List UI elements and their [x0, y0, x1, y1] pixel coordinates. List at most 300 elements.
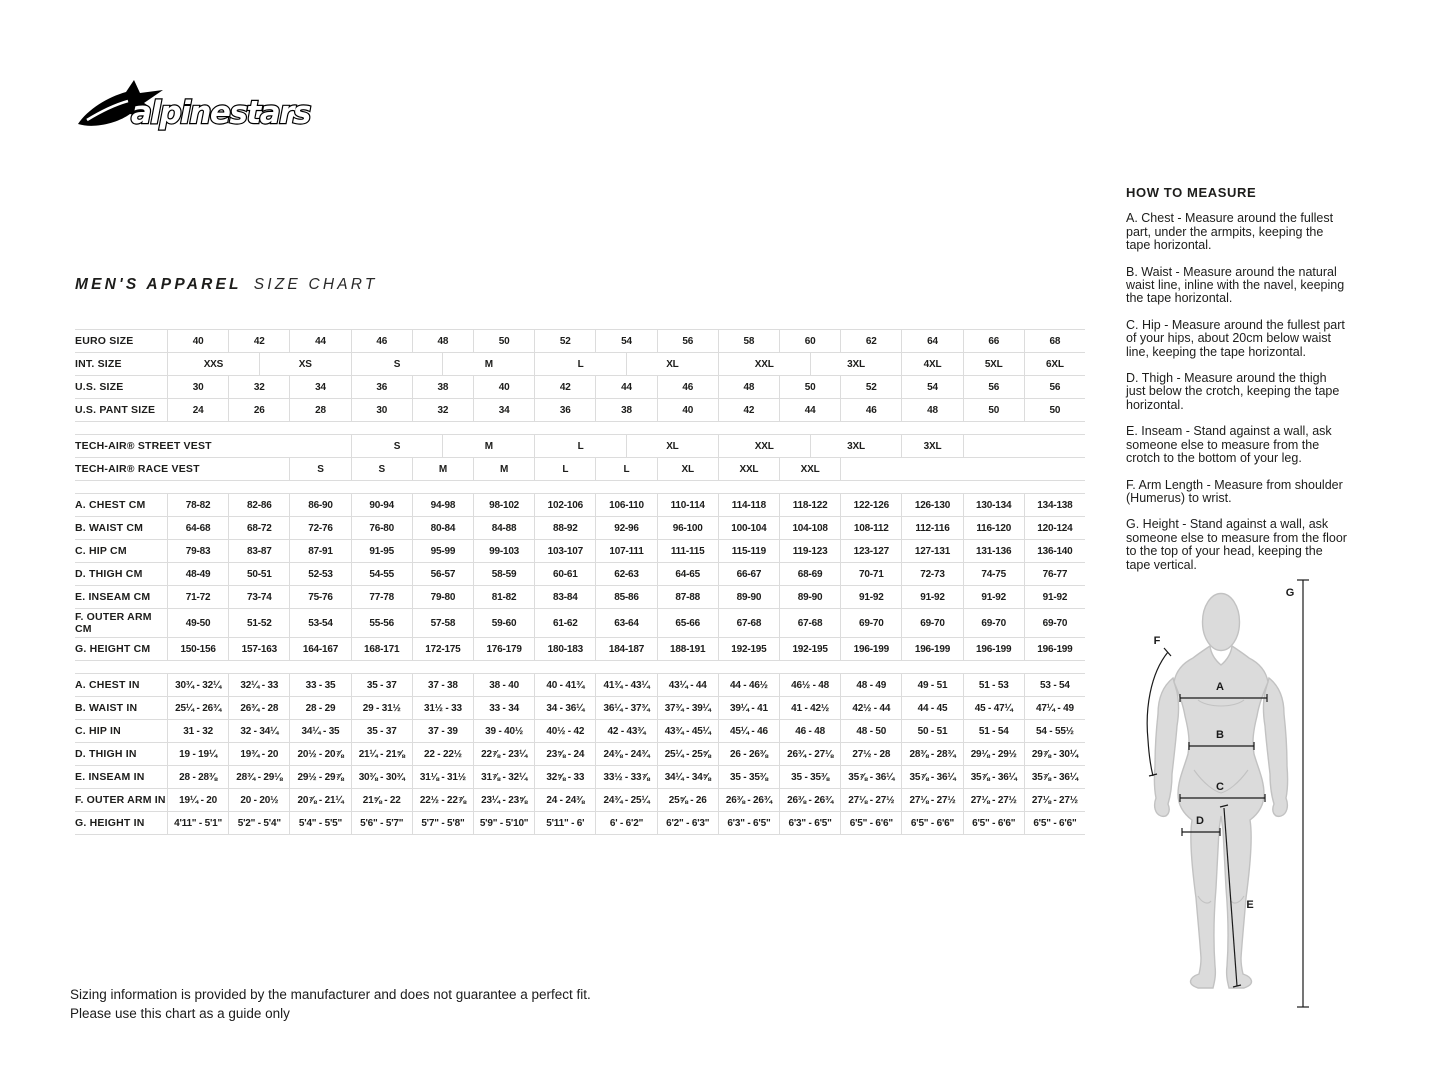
size-cell: 180-183 [534, 638, 595, 660]
size-cell: 21¼ - 21⅝ [351, 743, 412, 765]
size-cell: XXL [718, 353, 810, 375]
size-cell: XL [657, 458, 718, 480]
measure-step-thigh: D. Thigh - Measure around the thigh just below the crotch, keeping the tape horizontal. [1126, 371, 1340, 412]
size-cell: 74-75 [963, 563, 1024, 585]
size-cell: 94-98 [412, 494, 473, 516]
size-cell: 31⅞ - 32¼ [473, 766, 534, 788]
size-cell: 134-138 [1024, 494, 1085, 516]
table-section [75, 493, 1085, 661]
table-row [75, 375, 1085, 398]
size-cell: 28 - 29 [289, 697, 350, 719]
size-cell: 34 [473, 399, 534, 421]
table-section [75, 434, 1085, 481]
table-row [75, 398, 1085, 421]
size-cell: 107-111 [595, 540, 656, 562]
label-arm-F: F [1153, 635, 1161, 647]
size-cell: 54 - 55½ [1024, 720, 1085, 742]
table-row [75, 457, 1085, 480]
title-secondary: SIZE CHART [253, 276, 378, 293]
size-cell: 108-112 [840, 517, 901, 539]
size-cell: 20 - 20½ [228, 789, 289, 811]
size-cell: 35⅞ - 36¼ [1024, 766, 1085, 788]
row-label: B. WAIST IN [75, 702, 138, 715]
size-cell: 36¼ - 37¾ [595, 697, 656, 719]
size-cell: 66-67 [718, 563, 779, 585]
size-cell: 91-95 [351, 540, 412, 562]
size-cell: 106-110 [595, 494, 656, 516]
size-cell: 6XL [1024, 353, 1085, 375]
size-cell: 5'4" - 5'5" [289, 812, 350, 834]
size-cell: 32 [412, 399, 473, 421]
size-cell: 112-116 [901, 517, 962, 539]
row-label: D. THIGH IN [75, 748, 137, 761]
size-cell: 44 - 45 [901, 697, 962, 719]
size-cell: 83-87 [228, 540, 289, 562]
alpinestars-logo-text: alpinestars [131, 95, 310, 131]
label-waist-B: B [1216, 729, 1224, 741]
height-line [1297, 580, 1309, 1007]
size-cell: 50 [473, 330, 534, 352]
size-cell: 58 [718, 330, 779, 352]
size-cell: 38 [595, 399, 656, 421]
size-cell: 73-74 [228, 586, 289, 608]
size-cell: 52 [534, 330, 595, 352]
size-cell: 32¼ - 33 [228, 674, 289, 696]
size-cell: 45¼ - 46 [718, 720, 779, 742]
size-cell: 64 [901, 330, 962, 352]
size-cell: 27⅛ - 27½ [901, 789, 962, 811]
size-cell: 5'11" - 6' [534, 812, 595, 834]
how-to-measure-heading: HOW TO MEASURE [1126, 185, 1257, 200]
size-cell: 63-64 [595, 609, 656, 637]
size-cell: 130-134 [963, 494, 1024, 516]
empty-cell [963, 435, 1085, 457]
size-cell: 50 [963, 399, 1024, 421]
size-cell: L [534, 353, 626, 375]
size-cell: XS [259, 353, 351, 375]
size-cell: 88-92 [534, 517, 595, 539]
row-label: A. CHEST CM [75, 498, 146, 511]
size-cell: 26 [228, 399, 289, 421]
size-cell: 32 [228, 376, 289, 398]
size-cell: 192-195 [718, 638, 779, 660]
size-cell: 35 - 35⅜ [779, 766, 840, 788]
size-cell: 80-84 [412, 517, 473, 539]
empty-cell [167, 435, 351, 457]
table-row [75, 811, 1085, 834]
size-cell: 60-61 [534, 563, 595, 585]
size-cell: 50 [1024, 399, 1085, 421]
size-cell: 53-54 [289, 609, 350, 637]
size-cell: 196-199 [840, 638, 901, 660]
table-row [75, 637, 1085, 660]
size-cell: 19¾ - 20 [228, 743, 289, 765]
size-cell: 37 - 39 [412, 720, 473, 742]
size-cell: 42 [718, 399, 779, 421]
size-cell: M [473, 458, 534, 480]
size-cell: 19¼ - 20 [167, 789, 228, 811]
size-cell: 69-70 [901, 609, 962, 637]
size-cell: 196-199 [963, 638, 1024, 660]
empty-cell [840, 458, 1085, 480]
size-cell: 48 - 50 [840, 720, 901, 742]
size-cell: 4XL [901, 353, 962, 375]
size-cell: 27⅛ - 27½ [840, 789, 901, 811]
size-cell: 75-76 [289, 586, 350, 608]
size-cell: 29½ - 29⅞ [289, 766, 350, 788]
size-cell: 34 [289, 376, 350, 398]
size-cell: 41 - 42½ [779, 697, 840, 719]
size-cell: 122-126 [840, 494, 901, 516]
size-cell: 43¾ - 45¼ [657, 720, 718, 742]
size-cell: 56-57 [412, 563, 473, 585]
size-cell: 76-77 [1024, 563, 1085, 585]
size-cell: 35 - 37 [351, 674, 412, 696]
size-cell: 26¾ - 28 [228, 697, 289, 719]
size-cell: 40 [473, 376, 534, 398]
size-cell: 6'3" - 6'5" [718, 812, 779, 834]
size-cell: 164-167 [289, 638, 350, 660]
size-cell: 29 - 31½ [351, 697, 412, 719]
table-row [75, 562, 1085, 585]
size-cell: 29⅞ - 30¼ [1024, 743, 1085, 765]
size-cell: 77-78 [351, 586, 412, 608]
table-row [75, 434, 1085, 457]
size-cell: 68 [1024, 330, 1085, 352]
size-cell: 40 [167, 330, 228, 352]
label-chest-A: A [1216, 681, 1224, 693]
size-cell: 136-140 [1024, 540, 1085, 562]
size-cell: 28⅜ - 28¾ [901, 743, 962, 765]
size-cell: 71-72 [167, 586, 228, 608]
size-cell: 184-187 [595, 638, 656, 660]
size-cell: 118-122 [779, 494, 840, 516]
size-cell: 35⅞ - 36¼ [840, 766, 901, 788]
size-cell: 67-68 [718, 609, 779, 637]
size-cell: 21⅝ - 22 [351, 789, 412, 811]
row-label: U.S. SIZE [75, 380, 124, 393]
disclaimer-line-2: Please use this chart as a guide only [70, 1006, 290, 1021]
measure-step-height: G. Height - Stand against a wall, ask someone else to measure from the floor to the top of your head, keeping the tape vertical. [1126, 517, 1347, 572]
size-cell: 82-86 [228, 494, 289, 516]
label-hip-C: C [1216, 781, 1224, 793]
size-cell: 24⅜ - 24¾ [595, 743, 656, 765]
size-cell: 35 - 37 [351, 720, 412, 742]
size-cell: 68-72 [228, 517, 289, 539]
size-cell: 52 [840, 376, 901, 398]
size-cell: 26¾ - 27⅛ [779, 743, 840, 765]
size-cell: 30⅜ - 30¾ [351, 766, 412, 788]
size-cell: 30 [167, 376, 228, 398]
size-cell: 176-179 [473, 638, 534, 660]
size-cell: 78-82 [167, 494, 228, 516]
table-row [75, 696, 1085, 719]
size-cell: 39 - 40½ [473, 720, 534, 742]
size-cell: 3XL [810, 353, 902, 375]
body-measurement-diagram [1146, 570, 1445, 1030]
row-label: TECH-AIR® STREET VEST [75, 439, 212, 452]
size-cell: XXL [718, 458, 779, 480]
size-cell: 56 [657, 330, 718, 352]
size-cell: 110-114 [657, 494, 718, 516]
size-cell: 50 [779, 376, 840, 398]
size-cell: 30 [351, 399, 412, 421]
row-label: U.S. PANT SIZE [75, 403, 156, 416]
size-cell: 58-59 [473, 563, 534, 585]
size-cell: 29⅛ - 29½ [963, 743, 1024, 765]
size-cell: 44 - 46½ [718, 674, 779, 696]
size-cell: 69-70 [1024, 609, 1085, 637]
size-cell: 35⅞ - 36¼ [963, 766, 1024, 788]
disclaimer-line-1: Sizing information is provided by the manufacturer and does not guarantee a perfect fit. [70, 987, 591, 1002]
size-cell: 123-127 [840, 540, 901, 562]
size-cell: 119-123 [779, 540, 840, 562]
size-cell: 6'5" - 6'6" [1024, 812, 1085, 834]
size-cell: 56 [1024, 376, 1085, 398]
size-cell: 90-94 [351, 494, 412, 516]
size-cell: 79-80 [412, 586, 473, 608]
page-title [75, 276, 378, 294]
row-label: A. CHEST IN [75, 679, 140, 692]
size-cell: 48-49 [167, 563, 228, 585]
row-label: E. INSEAM IN [75, 771, 145, 784]
label-height-G: G [1285, 587, 1295, 599]
size-cell: 40 - 41¾ [534, 674, 595, 696]
size-cell: 68-69 [779, 563, 840, 585]
size-cell: 6' - 6'2" [595, 812, 656, 834]
size-cell: 43¼ - 44 [657, 674, 718, 696]
size-cell: 31 - 32 [167, 720, 228, 742]
size-cell: 32⅝ - 33 [534, 766, 595, 788]
size-cell: 111-115 [657, 540, 718, 562]
size-cell: 31½ - 33 [412, 697, 473, 719]
table-row [75, 788, 1085, 811]
size-cell: 72-73 [901, 563, 962, 585]
size-table [75, 329, 1085, 835]
label-thigh-D: D [1196, 815, 1204, 827]
size-cell: 104-108 [779, 517, 840, 539]
size-cell: XL [626, 353, 718, 375]
table-row [75, 516, 1085, 539]
size-cell: 89-90 [779, 586, 840, 608]
size-cell: 39¼ - 41 [718, 697, 779, 719]
size-cell: 20⅞ - 21¼ [289, 789, 350, 811]
size-cell: 27⅛ - 27½ [1024, 789, 1085, 811]
size-cell: 57-58 [412, 609, 473, 637]
size-cell: 61-62 [534, 609, 595, 637]
size-cell: 40½ - 42 [534, 720, 595, 742]
size-cell: 35⅞ - 36¼ [901, 766, 962, 788]
size-cell: 50-51 [228, 563, 289, 585]
size-cell: 6'5" - 6'6" [840, 812, 901, 834]
size-cell: 23⅝ - 24 [534, 743, 595, 765]
size-cell: 42 [534, 376, 595, 398]
table-row [75, 352, 1085, 375]
size-cell: L [595, 458, 656, 480]
size-cell: 51 - 54 [963, 720, 1024, 742]
size-cell: 31⅛ - 31½ [412, 766, 473, 788]
table-section [75, 673, 1085, 835]
row-label: F. OUTER ARM IN [75, 794, 166, 807]
size-cell: 84-88 [473, 517, 534, 539]
size-cell: 54 [595, 330, 656, 352]
size-cell: 62 [840, 330, 901, 352]
size-cell: 25¼ - 26¾ [167, 697, 228, 719]
size-cell: 6'5" - 6'6" [963, 812, 1024, 834]
size-cell: 54 [901, 376, 962, 398]
empty-cell [167, 458, 289, 480]
measure-step-chest: A. Chest - Measure around the fullest part, under the armpits, keeping the tape horizontal. [1126, 211, 1334, 253]
size-cell: 34 - 36¼ [534, 697, 595, 719]
size-cell: 65-66 [657, 609, 718, 637]
size-cell: 34¼ - 35 [289, 720, 350, 742]
size-cell: 26⅜ - 26¾ [779, 789, 840, 811]
size-cell: 5XL [963, 353, 1024, 375]
size-cell: 114-118 [718, 494, 779, 516]
size-cell: 98-102 [473, 494, 534, 516]
size-cell: 126-130 [901, 494, 962, 516]
size-cell: 6'5" - 6'6" [901, 812, 962, 834]
size-cell: 79-83 [167, 540, 228, 562]
row-label: D. THIGH CM [75, 567, 143, 580]
size-cell: 115-119 [718, 540, 779, 562]
size-cell: 192-195 [779, 638, 840, 660]
size-cell: 51-52 [228, 609, 289, 637]
size-cell: M [442, 435, 534, 457]
size-cell: 26⅜ - 26¾ [718, 789, 779, 811]
size-cell: 69-70 [840, 609, 901, 637]
size-cell: 188-191 [657, 638, 718, 660]
size-cell: 51 - 53 [963, 674, 1024, 696]
size-cell: 81-82 [473, 586, 534, 608]
size-cell: 38 - 40 [473, 674, 534, 696]
table-row [75, 673, 1085, 696]
size-cell: 5'2" - 5'4" [228, 812, 289, 834]
size-cell: 6'2" - 6'3" [657, 812, 718, 834]
size-cell: 91-92 [963, 586, 1024, 608]
size-cell: 41¾ - 43¼ [595, 674, 656, 696]
size-cell: 28¾ - 29⅛ [228, 766, 289, 788]
size-cell: 48 [412, 330, 473, 352]
size-cell: 127-131 [901, 540, 962, 562]
size-cell: 25¼ - 25⅝ [657, 743, 718, 765]
size-cell: 99-103 [473, 540, 534, 562]
size-cell: 46 [840, 399, 901, 421]
size-cell: 70-71 [840, 563, 901, 585]
size-cell: 60 [779, 330, 840, 352]
row-label: G. HEIGHT CM [75, 643, 151, 656]
size-cell: 91-92 [1024, 586, 1085, 608]
size-cell: 196-199 [1024, 638, 1085, 660]
table-row [75, 585, 1085, 608]
size-cell: 49 - 51 [901, 674, 962, 696]
size-cell: 46½ - 48 [779, 674, 840, 696]
size-cell: 42½ - 44 [840, 697, 901, 719]
size-cell: 46 [351, 330, 412, 352]
size-cell: 42 - 43¾ [595, 720, 656, 742]
size-cell: 91-92 [840, 586, 901, 608]
size-cell: 3XL [901, 435, 962, 457]
size-cell: 196-199 [901, 638, 962, 660]
size-cell: 48 [718, 376, 779, 398]
size-cell: 44 [289, 330, 350, 352]
size-cell: 53 - 54 [1024, 674, 1085, 696]
size-cell: 102-106 [534, 494, 595, 516]
size-cell: 37 - 38 [412, 674, 473, 696]
size-cell: 120-124 [1024, 517, 1085, 539]
size-cell: 20½ - 20⅞ [289, 743, 350, 765]
table-row [75, 493, 1085, 516]
size-cell: 91-92 [901, 586, 962, 608]
size-cell: 44 [779, 399, 840, 421]
size-cell: 49-50 [167, 609, 228, 637]
size-cell: 5'7" - 5'8" [412, 812, 473, 834]
size-cell: 19 - 19¼ [167, 743, 228, 765]
row-label: TECH-AIR® RACE VEST [75, 462, 200, 475]
table-row [75, 539, 1085, 562]
size-cell: 116-120 [963, 517, 1024, 539]
size-cell: 33½ - 33⅞ [595, 766, 656, 788]
table-row [75, 742, 1085, 765]
size-cell: XXL [718, 435, 810, 457]
size-cell: 100-104 [718, 517, 779, 539]
size-cell: 38 [412, 376, 473, 398]
row-label: E. INSEAM CM [75, 590, 151, 603]
size-cell: 87-88 [657, 586, 718, 608]
size-cell: 52-53 [289, 563, 350, 585]
measure-step-inseam: E. Inseam - Stand against a wall, ask someone else to measure from the crotch to the bottom of your leg. [1126, 424, 1332, 466]
table-row [75, 608, 1085, 637]
row-label: F. OUTER ARM CM [75, 611, 152, 636]
size-cell: 103-107 [534, 540, 595, 562]
size-cell: 72-76 [289, 517, 350, 539]
size-cell: 25⅝ - 26 [657, 789, 718, 811]
size-cell: 36 [351, 376, 412, 398]
size-cell: 5'6" - 5'7" [351, 812, 412, 834]
size-cell: 28 [289, 399, 350, 421]
size-cell: 92-96 [595, 517, 656, 539]
size-cell: 157-163 [228, 638, 289, 660]
size-cell: 5'9" - 5'10" [473, 812, 534, 834]
size-cell: 30¾ - 32¼ [167, 674, 228, 696]
row-label: C. HIP CM [75, 544, 127, 557]
size-cell: 168-171 [351, 638, 412, 660]
size-cell: 55-56 [351, 609, 412, 637]
size-cell: 40 [657, 399, 718, 421]
how-to-measure-panel [1126, 186, 1348, 585]
size-cell: 69-70 [963, 609, 1024, 637]
size-cell: 3XL [810, 435, 902, 457]
alpinestars-logo [74, 78, 326, 138]
size-cell: S [351, 435, 443, 457]
size-cell: 47¼ - 49 [1024, 697, 1085, 719]
size-cell: 22½ - 22⅞ [412, 789, 473, 811]
table-section [75, 329, 1085, 422]
size-cell: M [412, 458, 473, 480]
size-cell: 46 - 48 [779, 720, 840, 742]
size-cell: 48 [901, 399, 962, 421]
measure-step-waist: B. Waist - Measure around the natural waist line, inline with the navel, keeping the tape horizontal. [1126, 264, 1345, 306]
size-cell: 48 - 49 [840, 674, 901, 696]
size-cell: 64-68 [167, 517, 228, 539]
label-inseam-E: E [1246, 899, 1254, 911]
size-cell: 6'3" - 6'5" [779, 812, 840, 834]
size-cell: 86-90 [289, 494, 350, 516]
size-cell: S [289, 458, 350, 480]
row-label: INT. SIZE [75, 357, 122, 370]
size-cell: 95-99 [412, 540, 473, 562]
size-cell: 34¼ - 34⅝ [657, 766, 718, 788]
